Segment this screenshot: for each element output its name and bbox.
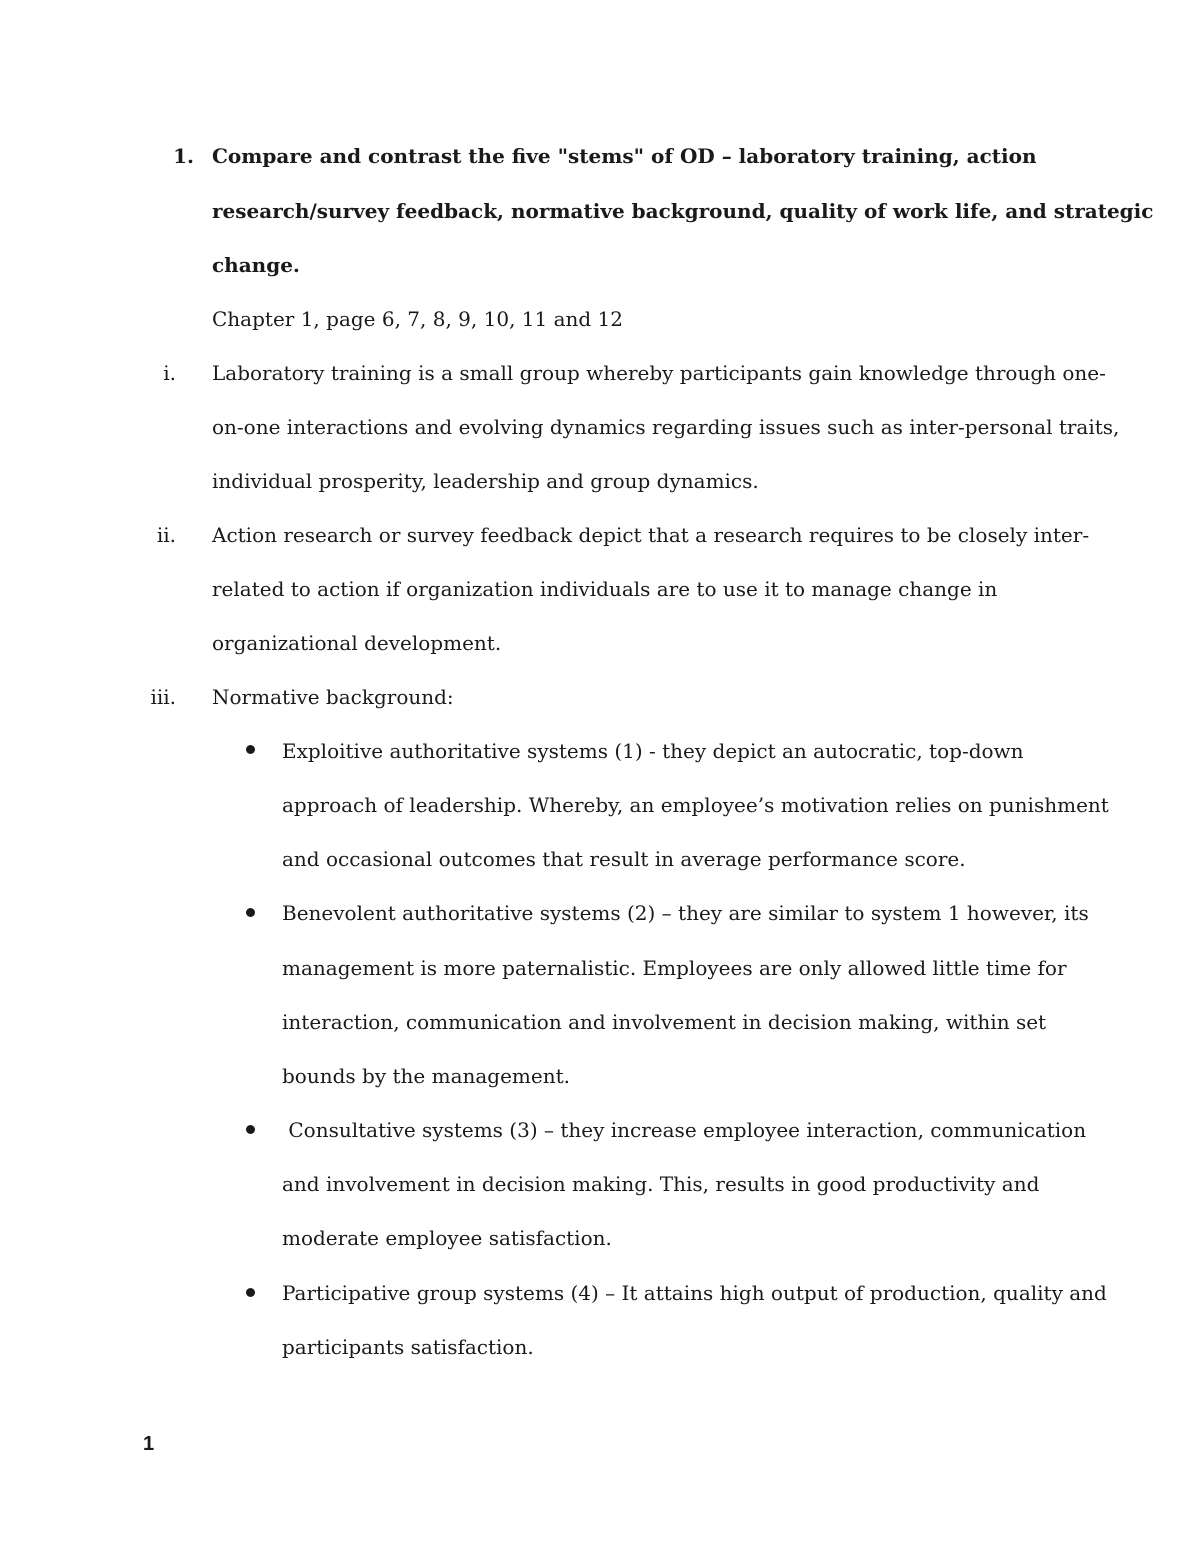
bullet-line: Participative group systems (4) – It attains high output of production, quality and [282, 1281, 1107, 1305]
item-line: on-one interactions and evolving dynamics regarding issues such as inter-personal traits, [212, 415, 1120, 439]
question-line: research/survey feedback, normative background, quality of work life, and strategic [212, 199, 1154, 223]
bullet-icon [246, 745, 255, 754]
item-marker: iii. [150, 685, 176, 709]
bullet-line: interaction, communication and involvement in decision making, within set [282, 1010, 1047, 1034]
bullet-line: management is more paternalistic. Employees are only allowed little time for [282, 956, 1067, 980]
item-marker: ii. [156, 523, 176, 547]
bullet-line: bounds by the management. [282, 1064, 571, 1088]
item-marker: i. [163, 361, 176, 385]
question-line: change. [212, 253, 300, 277]
item-line: related to action if organization individuals are to use it to manage change in [212, 577, 998, 601]
bullet-line: participants satisfaction. [282, 1335, 534, 1359]
bullet-line: approach of leadership. Whereby, an employee’s motivation relies on punishment [282, 793, 1109, 817]
bullet-line: and occasional outcomes that result in average performance score. [282, 847, 966, 871]
bullet-line: moderate employee satisfaction. [282, 1226, 612, 1250]
page-number: 1 [143, 1433, 155, 1455]
item-line: organizational development. [212, 631, 502, 655]
bullet-icon [246, 908, 255, 917]
item-line: Action research or survey feedback depict that a research requires to be closely inter- [212, 523, 1090, 547]
item-line: individual prosperity, leadership and group dynamics. [212, 469, 759, 493]
bullet-line: Consultative systems (3) – they increase employee interaction, communication [282, 1118, 1087, 1142]
bullet-line: Exploitive authoritative systems (1) - they depict an autocratic, top-down [282, 739, 1024, 763]
bullet-line: Benevolent authoritative systems (2) – they are similar to system 1 however, its [282, 901, 1089, 925]
bullet-icon [246, 1288, 255, 1297]
question-line: Compare and contrast the five "stems" of OD – laboratory training, action [212, 144, 1037, 168]
item-line: Laboratory training is a small group whereby participants gain knowledge through one- [212, 361, 1106, 385]
bullet-icon [246, 1125, 255, 1134]
chapter-reference: Chapter 1, page 6, 7, 8, 9, 10, 11 and 12 [212, 307, 624, 331]
question-number: 1. [173, 144, 194, 168]
item-line: Normative background: [212, 685, 454, 709]
bullet-line: and involvement in decision making. This, results in good productivity and [282, 1172, 1040, 1196]
